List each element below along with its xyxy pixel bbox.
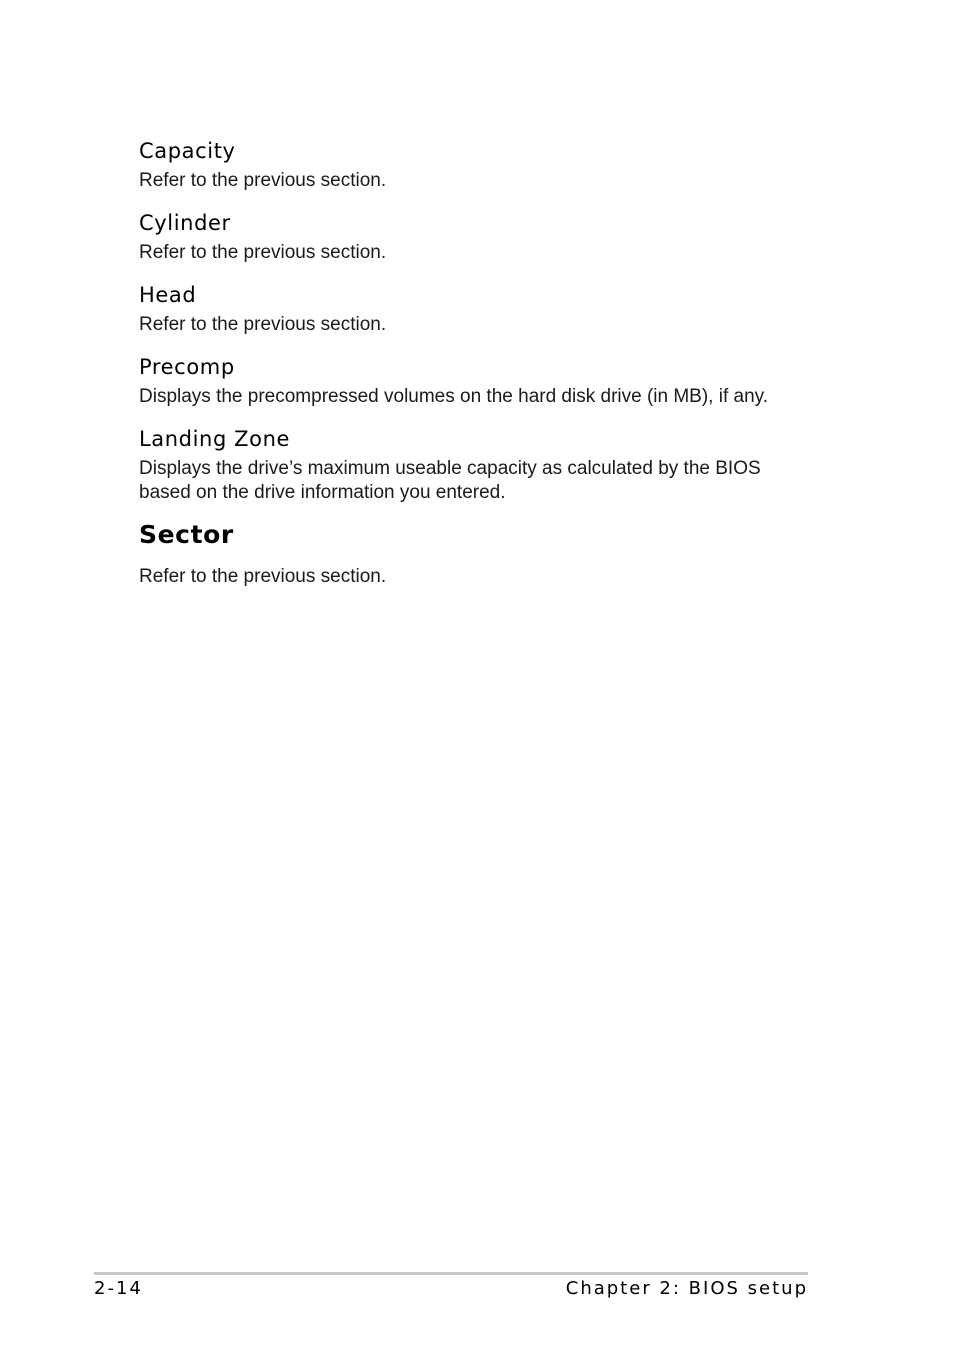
section-sector [139, 518, 819, 589]
section-precomp [139, 352, 819, 409]
section-text [139, 457, 819, 505]
section-cylinder [139, 208, 819, 265]
section-head [139, 280, 819, 337]
footer-divider [94, 1272, 808, 1275]
chapter-title: Chapter 2: BIOS setup [565, 1278, 808, 1299]
section-text-line: based on the drive information you entered. [139, 482, 506, 503]
section-text: Refer to the previous section. [139, 314, 387, 335]
section-landing-zone [139, 424, 819, 505]
main-heading: Sector [139, 520, 234, 549]
section-heading: Head [139, 283, 197, 307]
section-text: Refer to the previous section. [139, 170, 387, 191]
section-heading: Capacity [139, 139, 236, 163]
section-heading: Precomp [139, 355, 235, 379]
section-capacity [139, 136, 819, 193]
section-text: Displays the precompressed volumes on the hard disk drive (in MB), if any. [139, 386, 769, 407]
document-body [139, 136, 819, 589]
section-text: Refer to the previous section. [139, 242, 387, 263]
page-number: 2-14 [94, 1278, 143, 1299]
section-heading: Landing Zone [139, 427, 291, 451]
section-heading: Cylinder [139, 211, 231, 235]
section-text: Refer to the previous section. [139, 566, 387, 587]
section-text-line: Displays the drive’s maximum useable capacity as calculated by the BIOS [139, 458, 761, 479]
